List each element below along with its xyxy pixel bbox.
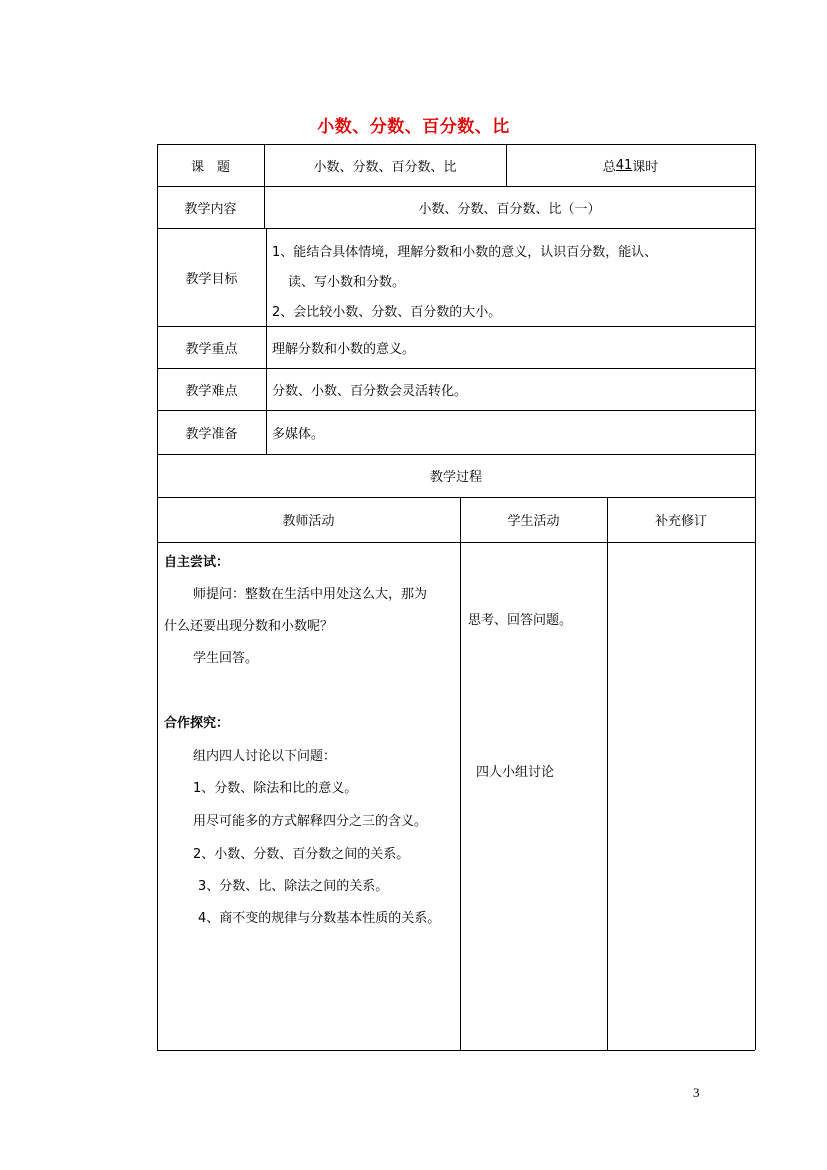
- total-lessons: [506, 144, 755, 186]
- label-content: 教学内容: [184, 201, 237, 217]
- total-prefix: 总: [602, 159, 616, 175]
- prep-value: 多媒体。: [272, 426, 325, 442]
- topic-value: 小数、分数、百分数、比: [313, 159, 457, 175]
- student-line: 四人小组讨论: [476, 765, 555, 780]
- teacher-line: 3、分数、比、除法之间的关系。: [198, 879, 389, 894]
- col-student: 学生活动: [507, 514, 560, 529]
- teacher-line: 用尽可能多的方式解释四分之三的含义。: [193, 814, 428, 829]
- teacher-line: 什么还要出现分数和小数呢？: [164, 619, 334, 634]
- label-topic: 课 题: [190, 159, 230, 175]
- label-prep: 教学准备: [185, 426, 238, 442]
- goal-line-2: 读、写小数和分数。: [288, 275, 406, 290]
- process-header: 教学过程: [429, 470, 482, 485]
- teacher-line: 1、分数、除法和比的意义。: [193, 781, 358, 796]
- section-cooperative: 合作探究：: [164, 716, 230, 731]
- col-teacher: 教师活动: [282, 514, 335, 529]
- goal-line-3: 2、会比较小数、分数、百分数的大小。: [272, 305, 502, 320]
- label-difficult: 教学难点: [185, 383, 238, 399]
- goal-line-1: 1、能结合具体情境，理解分数和小数的意义，认识百分数，能认、: [272, 245, 658, 260]
- page-title: 小数、分数、百分数、比: [317, 117, 510, 137]
- content-value: 小数、分数、百分数、比（一）: [418, 201, 601, 217]
- student-line: 思考、回答问题。: [468, 613, 573, 628]
- label-key: 教学重点: [185, 341, 238, 357]
- teacher-line: 学生回答。: [193, 651, 259, 666]
- teacher-line: 4、商不变的规律与分数基本性质的关系。: [198, 911, 441, 926]
- label-goals: 教学目标: [185, 271, 238, 287]
- difficult-value: 分数、小数、百分数会灵活转化。: [272, 383, 468, 399]
- key-value: 理解分数和小数的意义。: [272, 341, 416, 357]
- teacher-line: 2、小数、分数、百分数之间的关系。: [193, 847, 410, 862]
- page-number: 3: [693, 1085, 700, 1100]
- total-number: 41: [615, 157, 633, 173]
- col-revision: 补充修订: [654, 514, 707, 529]
- total-suffix: 课时: [632, 159, 659, 175]
- teacher-line: 组内四人讨论以下问题：: [193, 749, 337, 764]
- teacher-line: 师提问：整数在生活中用处这么大，那为: [193, 587, 428, 602]
- section-self-try: 自主尝试：: [164, 555, 230, 570]
